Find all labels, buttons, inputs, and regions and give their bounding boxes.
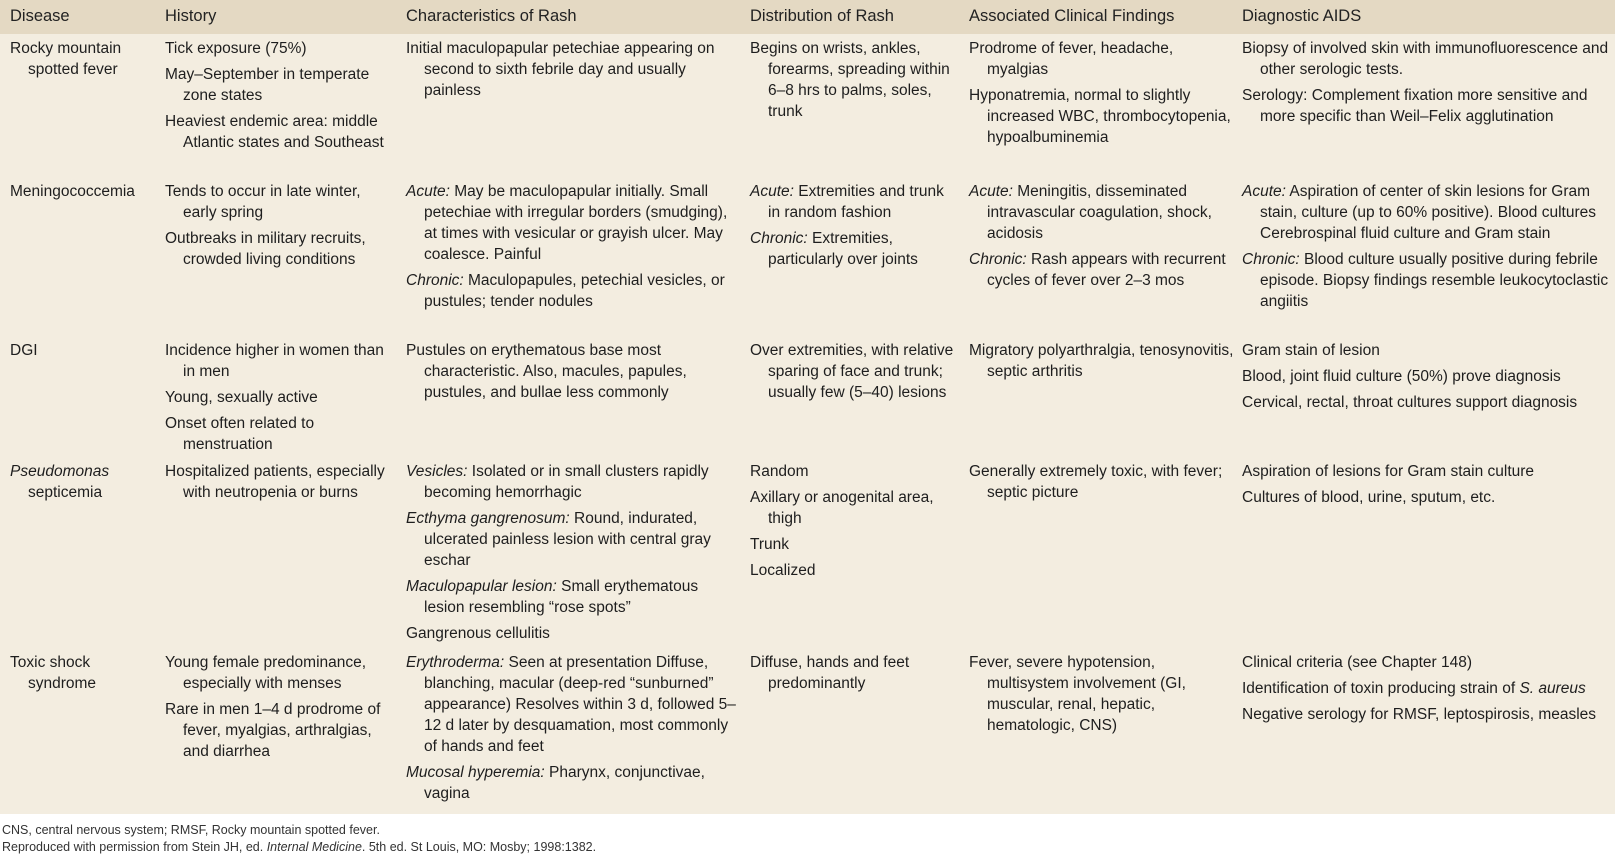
entry-text: Blood, joint fluid culture (50%) prove diagnosis xyxy=(1242,368,1561,385)
entry-text: Extremities and trunk in random fashion xyxy=(768,183,944,221)
distribution-entry xyxy=(750,461,960,482)
diagnostics-entry xyxy=(1242,678,1612,699)
entry-text: Aspiration of center of skin lesions for Gram stain, culture (up to 60% positive). Blood cultures Cerebrospinal fluid culture and Gram stain xyxy=(1260,183,1597,242)
history-entry: Incidence higher in women than in men xyxy=(165,342,384,380)
entry-lead: Acute: xyxy=(969,183,1013,200)
entry-text: Diffuse, hands and feet predominantly xyxy=(750,654,910,692)
source-prefix: Reproduced with permission from Stein JH, ed. xyxy=(2,840,267,854)
entry-text: Generally extremely toxic, with fever; septic picture xyxy=(969,463,1223,501)
diagnostics-entry xyxy=(1242,487,1612,508)
history-entry: Heaviest endemic area: middle Atlantic states and Southeast xyxy=(165,113,384,151)
cell-distribution xyxy=(750,340,960,403)
entry-text: Identification of toxin producing strain of xyxy=(1242,680,1520,697)
characteristics-entry xyxy=(406,461,741,503)
cell-distribution xyxy=(750,181,960,270)
header-characteristics: Characteristics of Rash xyxy=(406,7,577,25)
entry-lead: Chronic: xyxy=(750,230,808,247)
entry-lead: Chronic: xyxy=(1242,251,1300,268)
entry-lead: Acute: xyxy=(1242,183,1286,200)
entry-lead: Maculopapular lesion: xyxy=(406,578,557,595)
entry-text: Meningitis, disseminated intravascular coagulation, shock, acidosis xyxy=(987,183,1212,242)
diagnostics-entry xyxy=(1242,249,1612,312)
findings-entry xyxy=(969,38,1234,80)
cell-characteristics xyxy=(406,181,741,312)
diagnostics-entry xyxy=(1242,461,1612,482)
diagnostics-entry xyxy=(1242,85,1612,127)
distribution-entry xyxy=(750,38,960,122)
entry-text: Clinical criteria (see Chapter 148) xyxy=(1242,654,1473,671)
cell-findings xyxy=(969,340,1234,382)
source-suffix: . 5th ed. St Louis, MO: Mosby; 1998:1382. xyxy=(361,840,597,854)
distribution-entry xyxy=(750,228,960,270)
entry-text: Pharynx, conjunctivae, vagina xyxy=(424,764,705,802)
diagnostics-entry xyxy=(1242,366,1612,387)
disease-name: Toxic shock xyxy=(10,654,91,671)
distribution-entry xyxy=(750,560,960,581)
entry-text: Begins on wrists, ankles, forearms, spreading within 6–8 hrs to palms, soles, trunk xyxy=(750,40,950,120)
diagnostics-entry xyxy=(1242,181,1612,244)
entry-lead: Acute: xyxy=(406,183,450,200)
distribution-entry xyxy=(750,487,960,529)
findings-entry xyxy=(969,340,1234,382)
cell-disease xyxy=(10,652,155,694)
characteristics-entry xyxy=(406,652,741,757)
entry-italic-tail: S. aureus xyxy=(1519,680,1586,697)
entry-text: Rash appears with recurrent cycles of fever over 2–3 mos xyxy=(987,251,1226,289)
entry-text: Initial maculopapular petechiae appearing on second to sixth febrile day and usually painless xyxy=(406,40,715,99)
characteristics-entry xyxy=(406,508,741,571)
diagnostics-entry xyxy=(1242,392,1612,413)
characteristics-entry xyxy=(406,270,741,312)
characteristics-entry xyxy=(406,762,741,804)
findings-entry xyxy=(969,249,1234,291)
diagnostics-entry xyxy=(1242,704,1612,725)
disease-name: DGI xyxy=(10,342,38,359)
entry-text: Biopsy of involved skin with immunofluorescence and other serologic tests. xyxy=(1242,40,1609,78)
cell-findings xyxy=(969,38,1234,148)
entry-lead: Mucosal hyperemia: xyxy=(406,764,545,781)
entry-lead: Acute: xyxy=(750,183,794,200)
entry-text: Hyponatremia, normal to slightly increased WBC, thrombocytopenia, hypoalbuminemia xyxy=(969,87,1231,146)
cell-characteristics xyxy=(406,652,741,804)
cell-diagnostics xyxy=(1242,181,1612,312)
characteristics-entry xyxy=(406,340,741,403)
abbreviation-note: CNS, central nervous system; RMSF, Rocky mountain spotted fever. xyxy=(2,823,380,837)
cell-findings xyxy=(969,652,1234,736)
history-entry: May–September in temperate zone states xyxy=(165,66,370,104)
entry-text: Isolated or in small clusters rapidly becoming hemorrhagic xyxy=(424,463,709,501)
entry-text: Pustules on erythematous base most characteristic. Also, macules, papules, pustules, and bullae less commonly xyxy=(406,342,687,401)
entry-text: Cervical, rectal, throat cultures support diagnosis xyxy=(1242,394,1578,411)
cell-distribution xyxy=(750,652,960,694)
header-distribution: Distribution of Rash xyxy=(750,7,894,25)
entry-text: Extremities, particularly over joints xyxy=(768,230,918,268)
disease-name: septicemia xyxy=(28,484,103,501)
table-header-row xyxy=(0,0,1615,34)
diagnostics-entry xyxy=(1242,340,1612,361)
entry-lead: Ecthyma gangrenosum: xyxy=(406,510,570,527)
entry-text: Serology: Complement fixation more sensitive and more specific than Weil–Felix agglutination xyxy=(1242,87,1588,125)
distribution-entry xyxy=(750,652,960,694)
history-entry: Onset often related to menstruation xyxy=(165,415,315,453)
cell-history xyxy=(165,38,395,153)
entry-text: Prodrome of fever, headache, myalgias xyxy=(969,40,1174,78)
entry-lead: Chronic: xyxy=(406,272,464,289)
distribution-entry xyxy=(750,534,960,555)
characteristics-entry xyxy=(406,576,741,618)
cell-distribution xyxy=(750,461,960,581)
cell-characteristics xyxy=(406,340,741,403)
history-entry: Tick exposure (75%) xyxy=(165,40,307,57)
table-footnotes xyxy=(2,822,596,856)
entry-text: May be maculopapular initially. Small petechiae with irregular borders (smudging), at times with vesicular or grayish ulcer. May coalesce. Painful xyxy=(424,183,728,263)
diagnostics-entry xyxy=(1242,652,1612,673)
disease-name: Rocky mountain xyxy=(10,40,122,57)
source-title: Internal Medicine xyxy=(266,840,362,854)
entry-text: Gram stain of lesion xyxy=(1242,342,1380,359)
characteristics-entry xyxy=(406,181,741,265)
history-entry: Rare in men 1–4 d prodrome of fever, myalgias, arthralgias, and diarrhea xyxy=(165,701,381,760)
findings-entry xyxy=(969,85,1234,148)
entry-text: Gangrenous cellulitis xyxy=(406,625,550,642)
history-entry: Outbreaks in military recruits, crowded living conditions xyxy=(165,230,366,268)
disease-name: syndrome xyxy=(28,675,97,692)
header-disease: Disease xyxy=(10,7,70,25)
cell-distribution xyxy=(750,38,960,122)
entry-text: Localized xyxy=(750,562,816,579)
cell-history xyxy=(165,340,395,455)
history-entry: Young female predominance, especially with menses xyxy=(165,654,367,692)
entry-text: Maculopapules, petechial vesicles, or pustules; tender nodules xyxy=(424,272,725,310)
findings-entry xyxy=(969,461,1234,503)
entry-text: Small erythematous lesion resembling “rose spots” xyxy=(424,578,699,616)
findings-entry xyxy=(969,652,1234,736)
entry-lead: Erythroderma: xyxy=(406,654,505,671)
entry-text: Axillary or anogenital area, thigh xyxy=(750,489,934,527)
cell-characteristics xyxy=(406,461,741,644)
entry-text: Seen at presentation Diffuse, blanching, macular (deep-red “sunburned” appearance) Resolves within 3 d, followed 5–12 d later by desquamation, most commonly of hands and feet xyxy=(424,654,736,755)
characteristics-entry xyxy=(406,623,741,644)
entry-lead: Vesicles: xyxy=(406,463,468,480)
entry-lead: Chronic: xyxy=(969,251,1027,268)
entry-text: Random xyxy=(750,463,809,480)
cell-diagnostics xyxy=(1242,461,1612,508)
disease-name-italic: Pseudomonas xyxy=(10,463,110,480)
disease-name: spotted fever xyxy=(28,61,118,78)
distribution-entry xyxy=(750,181,960,223)
source-note xyxy=(2,839,596,856)
entry-text: Round, indurated, ulcerated painless lesion with central gray eschar xyxy=(424,510,711,569)
cell-disease xyxy=(10,38,155,80)
entry-text: Fever, severe hypotension, multisystem involvement (GI, muscular, renal, hepatic, hematologic, CNS) xyxy=(969,654,1186,734)
entry-text: Over extremities, with relative sparing of face and trunk; usually few (5–40) lesions xyxy=(750,342,954,401)
history-entry: Young, sexually active xyxy=(165,389,318,406)
cell-disease xyxy=(10,340,155,361)
cell-findings xyxy=(969,461,1234,503)
entry-text: Cultures of blood, urine, sputum, etc. xyxy=(1242,489,1496,506)
header-findings: Associated Clinical Findings xyxy=(969,7,1175,25)
cell-disease xyxy=(10,181,155,202)
history-entry: Tends to occur in late winter, early spring xyxy=(165,183,361,221)
findings-entry xyxy=(969,181,1234,244)
diagnostics-entry xyxy=(1242,38,1612,80)
cell-characteristics xyxy=(406,38,741,101)
characteristics-entry xyxy=(406,38,741,101)
cell-diagnostics xyxy=(1242,38,1612,127)
header-history: History xyxy=(165,7,217,25)
cell-disease xyxy=(10,461,155,503)
cell-diagnostics xyxy=(1242,652,1612,725)
cell-diagnostics xyxy=(1242,340,1612,413)
entry-text: Negative serology for RMSF, leptospirosis, measles xyxy=(1242,706,1597,723)
entry-text: Aspiration of lesions for Gram stain culture xyxy=(1242,463,1535,480)
entry-text: Trunk xyxy=(750,536,790,553)
entry-text: Blood culture usually positive during febrile episode. Biopsy findings resemble leukocytoclastic angiitis xyxy=(1260,251,1609,310)
cell-findings xyxy=(969,181,1234,291)
header-diagnostics: Diagnostic AIDS xyxy=(1242,7,1362,25)
cell-history xyxy=(165,181,395,270)
cell-history xyxy=(165,652,395,762)
entry-text: Migratory polyarthralgia, tenosynovitis, septic arthritis xyxy=(969,342,1234,380)
disease-name: Meningococcemia xyxy=(10,183,135,200)
history-entry: Hospitalized patients, especially with neutropenia or burns xyxy=(165,463,385,501)
cell-history xyxy=(165,461,395,503)
distribution-entry xyxy=(750,340,960,403)
